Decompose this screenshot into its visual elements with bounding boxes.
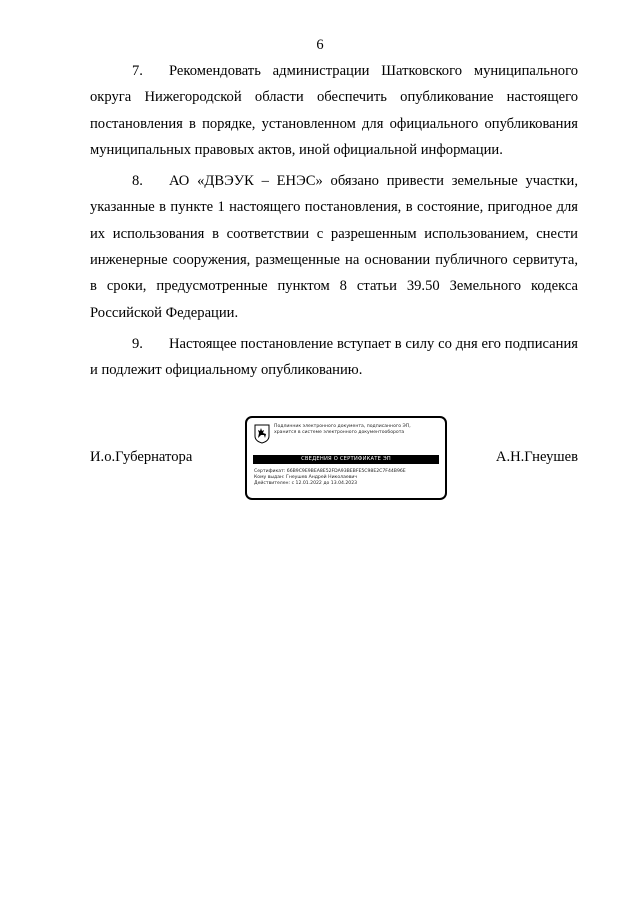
signatory-name: А.Н.Гнеушев xyxy=(495,449,578,465)
electronic-signature-stamp xyxy=(245,416,447,500)
certificate-details xyxy=(254,469,440,488)
certificate-owner: Кому выдан: Гнеушев Андрей Николаевич xyxy=(254,475,358,481)
paragraph-number: 9. xyxy=(132,335,143,352)
certificate-serial: Сертификат: 66B9C9E9BEA8E52FDA93BEBFE5C98E2C7F44B96E xyxy=(254,469,406,474)
signature-block xyxy=(90,416,578,504)
paragraph-text: АО «ДВЭУК – ЕНЭС» обязано привести земельные участки, указанные в пункте 1 настоящего постановления, в состояние, пригодное для их использования в соответствии с разрешенным использованием, снести инженерные сооружения, размещенные на основании публичного сервитута, в сроки, предусмотренные пунктом 8 статьи 39.50 Земельного кодекса Российской Федерации. xyxy=(90,173,578,321)
stamp-note-line: хранится в системе электронного документооборота xyxy=(274,430,405,435)
signatory-title: И.о.Губернатора xyxy=(90,449,193,465)
paragraph-text: Рекомендовать администрации Шатковского муниципального округа Нижегородской области обеспечить опубликование настоящего постановления в порядке, установленном для официального опубликования муниципальных правовых актов, иной официальной информации. xyxy=(90,63,578,158)
paragraph-7 xyxy=(90,58,578,163)
document-body xyxy=(90,58,578,389)
certificate-info-bar: СВЕДЕНИЯ О СЕРТИФИКАТЕ ЭП xyxy=(253,455,439,464)
paragraph-text: Настоящее постановление вступает в силу со дня его подписания и подлежит официальному опубликованию. xyxy=(90,335,578,379)
paragraph-8 xyxy=(90,168,578,326)
paragraph-number: 7. xyxy=(132,63,143,79)
deer-coat-of-arms-icon xyxy=(254,424,270,444)
stamp-note-line: Подлинник электронного документа, подписанного ЭП, xyxy=(274,424,411,429)
page-number: 6 xyxy=(316,37,324,53)
paragraph-number: 8. xyxy=(132,173,143,190)
stamp-note xyxy=(274,424,444,436)
paragraph-9 xyxy=(90,331,578,384)
certificate-validity: Действителен: с 12.01.2022 до 13.04.2023 xyxy=(254,481,358,487)
